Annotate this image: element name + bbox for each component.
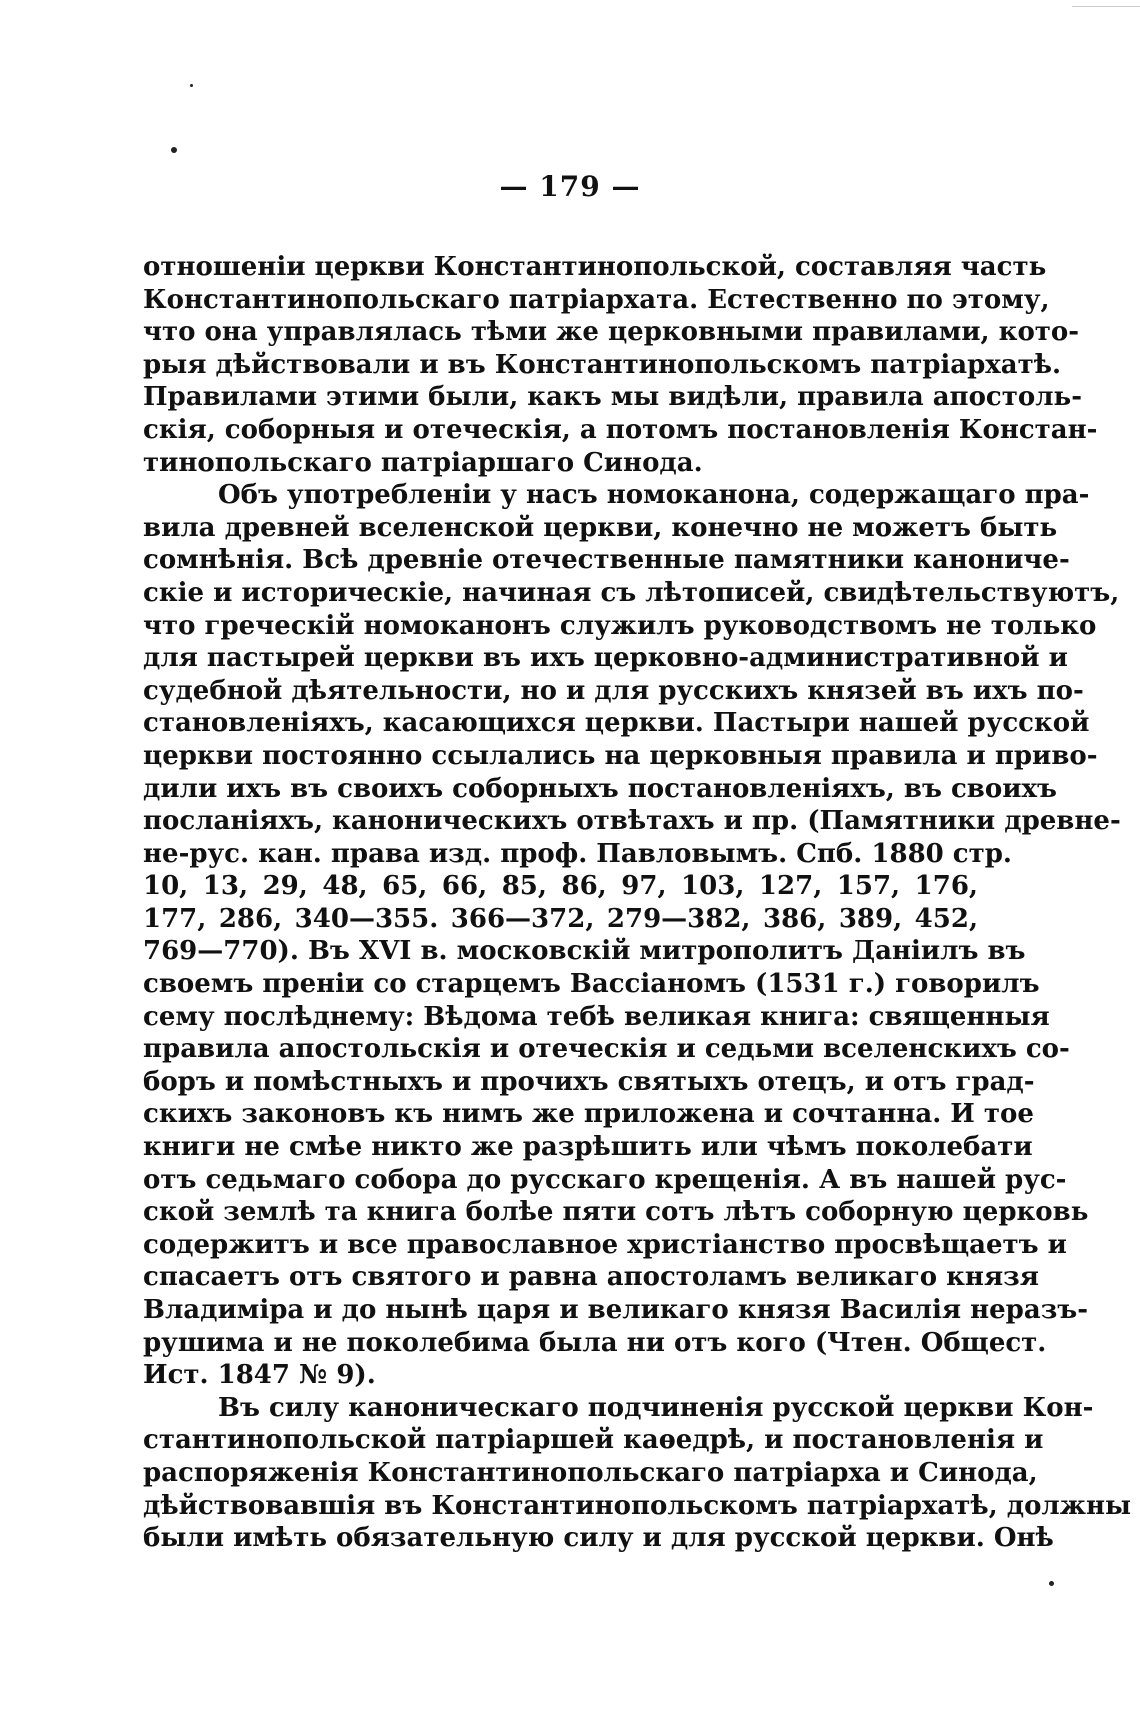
text-line: вила древней вселенской церкви, конечно не можетъ быть (143, 512, 1058, 543)
text-line: рыя дѣйствовали и въ Константинопольскомъ патріархатѣ. (143, 349, 1062, 380)
page-number: — 179 — (499, 170, 641, 203)
text-line: для пастырей церкви въ ихъ церковно-административной и (143, 643, 1068, 674)
text-line: скихъ законовъ къ нимъ же приложена и сочтанна. И тое (143, 1099, 1034, 1130)
text-line: скія, соборныя и отеческія, а потомъ постановленія Констан- (143, 414, 1098, 445)
scan-speck (190, 84, 193, 87)
text-line: что греческій номоканонъ служилъ руководствомъ не только (143, 610, 1097, 641)
text-line: боръ и помѣстныхъ и прочихъ святыхъ отецъ, и отъ град- (143, 1066, 1035, 1097)
text-line: 10, 13, 29, 48, 65, 66, 85, 86, 97, 103, 127, 157, 176, (143, 871, 978, 902)
text-line: Ист. 1847 № 9). (143, 1360, 376, 1391)
text-line: церкви постоянно ссылались на церковныя правила и приво- (143, 740, 1098, 771)
text-line: отъ седьмаго собора до русскаго крещенія. А въ нашей рус- (143, 1164, 1067, 1195)
text-line: 177, 286, 340—355. 366—372, 279—382, 386, 389, 452, (143, 903, 978, 934)
text-line: стантинопольской патріаршей каѳедрѣ, и постановленія и (143, 1425, 1044, 1456)
text-line: рушима и не поколебима была ни отъ кого (Чтен. Общест. (143, 1327, 1047, 1358)
text-line: Въ силу каноническаго подчиненія русской церкви Кон- (218, 1392, 1094, 1423)
scan-edge-line (1072, 6, 1140, 7)
text-line: судебной дѣятельности, но и для русскихъ князей въ ихъ по- (143, 675, 1084, 706)
text-line: были имѣть обязательную силу и для русской церкви. Онѣ (143, 1523, 1054, 1554)
text-line: не-рус. кан. права изд. проф. Павловымъ. Спб. 1880 стр. (143, 838, 1012, 869)
text-line: Константинопольскаго патріархата. Естественно по этому, (143, 284, 1050, 315)
text-line: книги не смѣе никто же разрѣшить или чѣмъ поколебати (143, 1132, 1033, 1163)
text-line: что она управлялась тѣми же церковными правилами, кото- (143, 317, 1080, 348)
text-line: тинопольскаго патріаршаго Синода. (143, 447, 703, 478)
text-line: содержитъ и все православное христіанство просвѣщаетъ и (143, 1229, 1067, 1260)
text-line: спасаетъ отъ святого и равна апостоламъ великаго князя (143, 1262, 1039, 1293)
text-line: распоряженія Константинопольскаго патріарха и Синода, (143, 1457, 1038, 1488)
text-line: своемъ преніи со старцемъ Вассіаномъ (1531 г.) говорилъ (143, 969, 1040, 1000)
body-text (143, 251, 1132, 1555)
text-line: отношеніи церкви Константинопольской, составляя часть (143, 252, 1047, 282)
scan-speck (1049, 1581, 1054, 1586)
paragraph (143, 251, 1098, 479)
text-line: становленіяхъ, касающихся церкви. Пастыри нашей русской (143, 708, 1090, 739)
text-line: сему послѣднему: Вѣдома тебѣ великая книга: священныя (143, 1001, 1050, 1032)
text-line: скіе и историческіе, начиная съ лѣтописей, свидѣтельствуютъ, (143, 577, 1120, 608)
text-line: правила апостольскія и отеческія и седьми вселенскихъ со- (143, 1034, 1070, 1065)
text-line: посланіяхъ, каноническихъ отвѣтахъ и пр. (Памятники древне- (143, 806, 1121, 837)
text-line: сомнѣнія. Всѣ древніе отечественные памятники канониче- (143, 545, 1070, 576)
text-line: Правилами этими были, какъ мы видѣли, правила апостоль- (143, 382, 1082, 413)
text-line: дили ихъ въ своихъ соборныхъ постановленіяхъ, въ своихъ (143, 773, 1057, 804)
text-line: ской землѣ та книга болѣе пяти сотъ лѣтъ соборную церковь (143, 1197, 1089, 1228)
text-line: Владиміра и до нынѣ царя и великаго князя Василія неразъ- (143, 1295, 1089, 1325)
text-line: Объ употребленіи у насъ номоканона, содержащаго пра- (218, 480, 1090, 511)
paragraph (143, 1392, 1132, 1555)
paragraph (143, 479, 1121, 1392)
scan-speck (171, 147, 177, 153)
text-line: 769—770). Въ XVI в. московскій митрополитъ Даніилъ въ (143, 936, 1026, 967)
text-line: дѣйствовавшія въ Константинопольскомъ патріархатѣ, должны (143, 1490, 1132, 1521)
